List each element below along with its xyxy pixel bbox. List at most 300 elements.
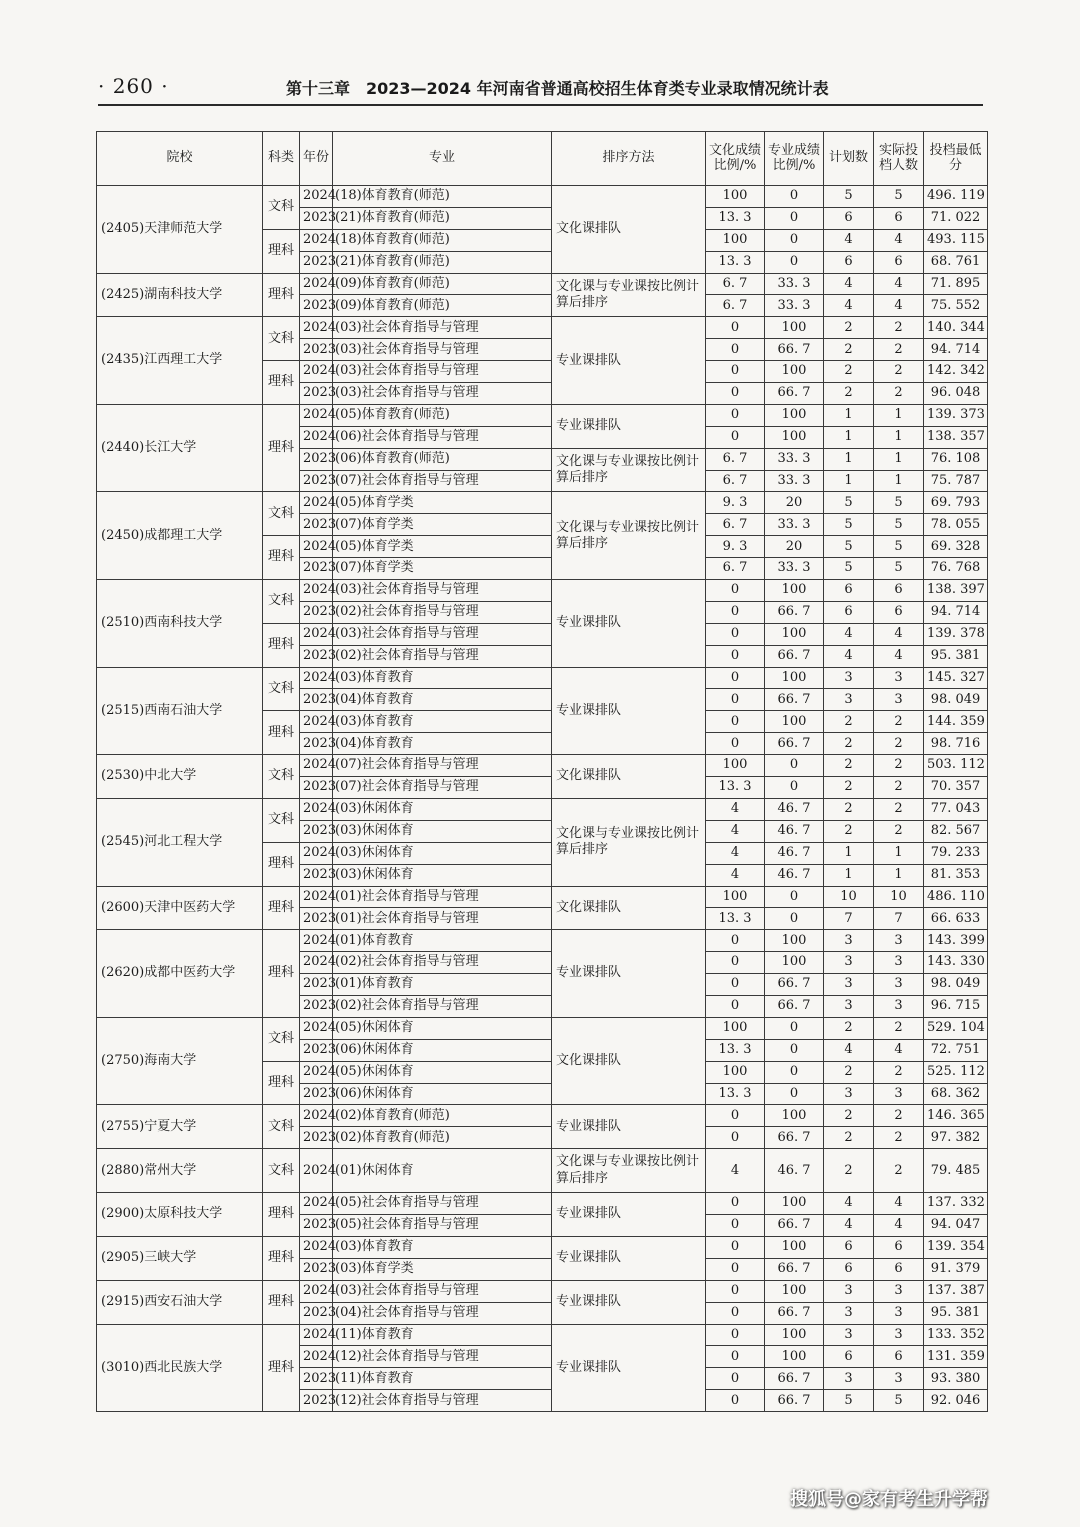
header-row bbox=[97, 132, 988, 186]
min-score-cell: 69. 328 bbox=[924, 536, 988, 558]
category-cell: 理科 bbox=[263, 1236, 300, 1280]
major-cell: (07)社会体育指导与管理 bbox=[333, 777, 552, 799]
pro-ratio-cell: 0 bbox=[765, 207, 824, 229]
min-score-cell: 94. 047 bbox=[924, 1215, 988, 1237]
min-score-cell: 75. 552 bbox=[924, 295, 988, 317]
actual-count-cell: 5 bbox=[874, 536, 924, 558]
min-score-cell: 146. 365 bbox=[924, 1105, 988, 1127]
min-score-cell: 143. 330 bbox=[924, 952, 988, 974]
major-cell: (05)体育教育(师范) bbox=[333, 404, 552, 426]
pro-ratio-cell: 66. 7 bbox=[765, 1368, 824, 1390]
actual-count-cell: 4 bbox=[874, 1039, 924, 1061]
col-header: 文化成绩比例/% bbox=[706, 132, 765, 186]
year-cell: 2024 bbox=[300, 404, 333, 426]
pro-ratio-cell: 100 bbox=[765, 426, 824, 448]
pro-ratio-cell: 0 bbox=[765, 251, 824, 273]
pro-ratio-cell: 100 bbox=[765, 1105, 824, 1127]
school-name-cell: (2405)天津师范大学 bbox=[97, 186, 263, 274]
culture-ratio-cell: 6. 7 bbox=[706, 558, 765, 580]
page-number: · 260 · bbox=[98, 74, 169, 98]
culture-ratio-cell: 0 bbox=[706, 426, 765, 448]
plan-count-cell: 5 bbox=[824, 492, 874, 514]
year-cell: 2023 bbox=[300, 645, 333, 667]
min-score-cell: 140. 344 bbox=[924, 317, 988, 339]
school-name-cell: (2620)成都中医药大学 bbox=[97, 930, 263, 1018]
pro-ratio-cell: 66. 7 bbox=[765, 995, 824, 1017]
culture-ratio-cell: 0 bbox=[706, 1258, 765, 1280]
table-row bbox=[97, 1105, 988, 1127]
pro-ratio-cell: 20 bbox=[765, 536, 824, 558]
category-cell: 文科 bbox=[263, 1017, 300, 1061]
actual-count-cell: 1 bbox=[874, 404, 924, 426]
min-score-cell: 93. 380 bbox=[924, 1368, 988, 1390]
major-cell: (06)休闲体育 bbox=[333, 1039, 552, 1061]
pro-ratio-cell: 100 bbox=[765, 1193, 824, 1215]
actual-count-cell: 3 bbox=[874, 974, 924, 996]
sort-method-cell: 文化课排队 bbox=[552, 886, 706, 930]
sort-method-cell: 文化课与专业课按比例计算后排序 bbox=[552, 798, 706, 886]
school-name-cell: (2510)西南科技大学 bbox=[97, 580, 263, 668]
min-score-cell: 139. 378 bbox=[924, 623, 988, 645]
admission-table bbox=[96, 131, 988, 1412]
sort-method-cell: 专业课排队 bbox=[552, 667, 706, 755]
major-cell: (18)体育教育(师范) bbox=[333, 186, 552, 208]
major-cell: (21)体育教育(师范) bbox=[333, 207, 552, 229]
actual-count-cell: 2 bbox=[874, 361, 924, 383]
year-cell: 2023 bbox=[300, 864, 333, 886]
actual-count-cell: 4 bbox=[874, 623, 924, 645]
min-score-cell: 137. 387 bbox=[924, 1280, 988, 1302]
pro-ratio-cell: 66. 7 bbox=[765, 689, 824, 711]
min-score-cell: 138. 357 bbox=[924, 426, 988, 448]
school-name-cell: (2915)西安石油大学 bbox=[97, 1280, 263, 1324]
plan-count-cell: 1 bbox=[824, 842, 874, 864]
year-cell: 2024 bbox=[300, 1061, 333, 1083]
culture-ratio-cell: 0 bbox=[706, 667, 765, 689]
year-cell: 2024 bbox=[300, 623, 333, 645]
culture-ratio-cell: 13. 3 bbox=[706, 908, 765, 930]
plan-count-cell: 4 bbox=[824, 229, 874, 251]
actual-count-cell: 6 bbox=[874, 207, 924, 229]
plan-count-cell: 2 bbox=[824, 317, 874, 339]
actual-count-cell: 2 bbox=[874, 1149, 924, 1193]
actual-count-cell: 3 bbox=[874, 1280, 924, 1302]
pro-ratio-cell: 66. 7 bbox=[765, 974, 824, 996]
table-body bbox=[97, 186, 988, 1412]
culture-ratio-cell: 4 bbox=[706, 864, 765, 886]
min-score-cell: 68. 362 bbox=[924, 1083, 988, 1105]
pro-ratio-cell: 46. 7 bbox=[765, 798, 824, 820]
table-row bbox=[97, 1017, 988, 1039]
major-cell: (07)体育学类 bbox=[333, 514, 552, 536]
year-cell: 2023 bbox=[300, 974, 333, 996]
year-cell: 2023 bbox=[300, 207, 333, 229]
school-name-cell: (2440)长江大学 bbox=[97, 404, 263, 492]
actual-count-cell: 2 bbox=[874, 383, 924, 405]
culture-ratio-cell: 0 bbox=[706, 1127, 765, 1149]
col-header: 排序方法 bbox=[552, 132, 706, 186]
year-cell: 2024 bbox=[300, 580, 333, 602]
major-cell: (02)社会体育指导与管理 bbox=[333, 995, 552, 1017]
sort-method-cell: 专业课排队 bbox=[552, 580, 706, 668]
table-row bbox=[97, 492, 988, 514]
culture-ratio-cell: 0 bbox=[706, 1302, 765, 1324]
actual-count-cell: 2 bbox=[874, 1017, 924, 1039]
culture-ratio-cell: 6. 7 bbox=[706, 273, 765, 295]
major-cell: (03)社会体育指导与管理 bbox=[333, 580, 552, 602]
actual-count-cell: 5 bbox=[874, 186, 924, 208]
pro-ratio-cell: 33. 3 bbox=[765, 470, 824, 492]
major-cell: (03)体育教育 bbox=[333, 1236, 552, 1258]
sort-method-cell: 专业课排队 bbox=[552, 317, 706, 405]
culture-ratio-cell: 0 bbox=[706, 1105, 765, 1127]
school-name-cell: (2530)中北大学 bbox=[97, 755, 263, 799]
actual-count-cell: 3 bbox=[874, 1302, 924, 1324]
category-cell: 理科 bbox=[263, 1280, 300, 1324]
culture-ratio-cell: 0 bbox=[706, 930, 765, 952]
actual-count-cell: 5 bbox=[874, 514, 924, 536]
min-score-cell: 139. 354 bbox=[924, 1236, 988, 1258]
plan-count-cell: 5 bbox=[824, 536, 874, 558]
year-cell: 2024 bbox=[300, 536, 333, 558]
plan-count-cell: 3 bbox=[824, 1324, 874, 1346]
pro-ratio-cell: 46. 7 bbox=[765, 864, 824, 886]
major-cell: (05)体育学类 bbox=[333, 492, 552, 514]
min-score-cell: 79. 485 bbox=[924, 1149, 988, 1193]
school-name-cell: (2450)成都理工大学 bbox=[97, 492, 263, 580]
pro-ratio-cell: 33. 3 bbox=[765, 295, 824, 317]
sort-method-cell: 文化课与专业课按比例计算后排序 bbox=[552, 492, 706, 580]
culture-ratio-cell: 0 bbox=[706, 339, 765, 361]
min-score-cell: 133. 352 bbox=[924, 1324, 988, 1346]
major-cell: (03)社会体育指导与管理 bbox=[333, 361, 552, 383]
sort-method-cell: 专业课排队 bbox=[552, 1324, 706, 1412]
category-cell: 理科 bbox=[263, 623, 300, 667]
major-cell: (03)社会体育指导与管理 bbox=[333, 623, 552, 645]
culture-ratio-cell: 0 bbox=[706, 1280, 765, 1302]
plan-count-cell: 2 bbox=[824, 361, 874, 383]
category-cell: 理科 bbox=[263, 273, 300, 317]
actual-count-cell: 2 bbox=[874, 317, 924, 339]
culture-ratio-cell: 0 bbox=[706, 317, 765, 339]
actual-count-cell: 2 bbox=[874, 1061, 924, 1083]
table-row bbox=[97, 273, 988, 295]
plan-count-cell: 2 bbox=[824, 1061, 874, 1083]
category-cell: 理科 bbox=[263, 229, 300, 273]
year-cell: 2024 bbox=[300, 361, 333, 383]
major-cell: (06)社会体育指导与管理 bbox=[333, 426, 552, 448]
plan-count-cell: 6 bbox=[824, 580, 874, 602]
table-row bbox=[97, 317, 988, 339]
pro-ratio-cell: 0 bbox=[765, 777, 824, 799]
min-score-cell: 92. 046 bbox=[924, 1390, 988, 1412]
actual-count-cell: 1 bbox=[874, 470, 924, 492]
pro-ratio-cell: 100 bbox=[765, 667, 824, 689]
plan-count-cell: 2 bbox=[824, 383, 874, 405]
table-row bbox=[97, 755, 988, 777]
actual-count-cell: 3 bbox=[874, 930, 924, 952]
major-cell: (03)社会体育指导与管理 bbox=[333, 339, 552, 361]
category-cell: 文科 bbox=[263, 492, 300, 536]
year-cell: 2024 bbox=[300, 492, 333, 514]
actual-count-cell: 6 bbox=[874, 601, 924, 623]
culture-ratio-cell: 9. 3 bbox=[706, 536, 765, 558]
major-cell: (03)休闲体育 bbox=[333, 842, 552, 864]
plan-count-cell: 3 bbox=[824, 1368, 874, 1390]
culture-ratio-cell: 0 bbox=[706, 1390, 765, 1412]
year-cell: 2023 bbox=[300, 470, 333, 492]
year-cell: 2024 bbox=[300, 886, 333, 908]
plan-count-cell: 2 bbox=[824, 339, 874, 361]
year-cell: 2024 bbox=[300, 842, 333, 864]
category-cell: 理科 bbox=[263, 842, 300, 886]
min-score-cell: 143. 399 bbox=[924, 930, 988, 952]
major-cell: (06)休闲体育 bbox=[333, 1083, 552, 1105]
min-score-cell: 96. 715 bbox=[924, 995, 988, 1017]
min-score-cell: 69. 793 bbox=[924, 492, 988, 514]
culture-ratio-cell: 4 bbox=[706, 842, 765, 864]
min-score-cell: 78. 055 bbox=[924, 514, 988, 536]
pro-ratio-cell: 0 bbox=[765, 186, 824, 208]
table-row bbox=[97, 1193, 988, 1215]
culture-ratio-cell: 0 bbox=[706, 383, 765, 405]
culture-ratio-cell: 4 bbox=[706, 820, 765, 842]
culture-ratio-cell: 13. 3 bbox=[706, 251, 765, 273]
table-row bbox=[97, 1149, 988, 1193]
year-cell: 2024 bbox=[300, 1193, 333, 1215]
actual-count-cell: 1 bbox=[874, 864, 924, 886]
actual-count-cell: 4 bbox=[874, 645, 924, 667]
school-name-cell: (2425)湖南科技大学 bbox=[97, 273, 263, 317]
plan-count-cell: 1 bbox=[824, 448, 874, 470]
plan-count-cell: 5 bbox=[824, 514, 874, 536]
culture-ratio-cell: 0 bbox=[706, 1193, 765, 1215]
pro-ratio-cell: 0 bbox=[765, 1083, 824, 1105]
page-header bbox=[98, 70, 983, 106]
pro-ratio-cell: 100 bbox=[765, 952, 824, 974]
culture-ratio-cell: 0 bbox=[706, 733, 765, 755]
major-cell: (01)休闲体育 bbox=[333, 1149, 552, 1193]
table-row bbox=[97, 886, 988, 908]
min-score-cell: 76. 768 bbox=[924, 558, 988, 580]
plan-count-cell: 4 bbox=[824, 295, 874, 317]
pro-ratio-cell: 66. 7 bbox=[765, 339, 824, 361]
pro-ratio-cell: 100 bbox=[765, 317, 824, 339]
page-title: 第十三章 2023—2024 年河南省普通高校招生体育类专业录取情况统计表 bbox=[286, 79, 829, 98]
category-cell: 文科 bbox=[263, 1149, 300, 1193]
pro-ratio-cell: 66. 7 bbox=[765, 1215, 824, 1237]
pro-ratio-cell: 33. 3 bbox=[765, 514, 824, 536]
plan-count-cell: 6 bbox=[824, 251, 874, 273]
year-cell: 2024 bbox=[300, 952, 333, 974]
min-score-cell: 144. 359 bbox=[924, 711, 988, 733]
actual-count-cell: 5 bbox=[874, 1390, 924, 1412]
major-cell: (04)体育教育 bbox=[333, 689, 552, 711]
sort-method-cell: 专业课排队 bbox=[552, 1105, 706, 1149]
plan-count-cell: 1 bbox=[824, 404, 874, 426]
plan-count-cell: 6 bbox=[824, 207, 874, 229]
pro-ratio-cell: 66. 7 bbox=[765, 383, 824, 405]
major-cell: (06)体育教育(师范) bbox=[333, 448, 552, 470]
major-cell: (07)社会体育指导与管理 bbox=[333, 470, 552, 492]
plan-count-cell: 5 bbox=[824, 558, 874, 580]
pro-ratio-cell: 100 bbox=[765, 580, 824, 602]
actual-count-cell: 2 bbox=[874, 777, 924, 799]
table-row bbox=[97, 667, 988, 689]
actual-count-cell: 3 bbox=[874, 995, 924, 1017]
actual-count-cell: 4 bbox=[874, 295, 924, 317]
category-cell: 文科 bbox=[263, 667, 300, 711]
year-cell: 2023 bbox=[300, 251, 333, 273]
plan-count-cell: 5 bbox=[824, 1390, 874, 1412]
category-cell: 文科 bbox=[263, 1105, 300, 1149]
culture-ratio-cell: 6. 7 bbox=[706, 514, 765, 536]
plan-count-cell: 4 bbox=[824, 645, 874, 667]
major-cell: (03)休闲体育 bbox=[333, 820, 552, 842]
actual-count-cell: 3 bbox=[874, 952, 924, 974]
pro-ratio-cell: 100 bbox=[765, 930, 824, 952]
year-cell: 2024 bbox=[300, 1346, 333, 1368]
culture-ratio-cell: 0 bbox=[706, 580, 765, 602]
plan-count-cell: 6 bbox=[824, 1236, 874, 1258]
major-cell: (11)体育教育 bbox=[333, 1324, 552, 1346]
year-cell: 2023 bbox=[300, 448, 333, 470]
pro-ratio-cell: 46. 7 bbox=[765, 842, 824, 864]
plan-count-cell: 2 bbox=[824, 777, 874, 799]
plan-count-cell: 1 bbox=[824, 426, 874, 448]
major-cell: (11)体育教育 bbox=[333, 1368, 552, 1390]
year-cell: 2023 bbox=[300, 1390, 333, 1412]
col-header: 实际投档人数 bbox=[874, 132, 924, 186]
table-row bbox=[97, 1324, 988, 1346]
year-cell: 2023 bbox=[300, 295, 333, 317]
school-name-cell: (2750)海南大学 bbox=[97, 1017, 263, 1105]
pro-ratio-cell: 0 bbox=[765, 755, 824, 777]
year-cell: 2023 bbox=[300, 777, 333, 799]
min-score-cell: 82. 567 bbox=[924, 820, 988, 842]
sort-method-cell: 文化课与专业课按比例计算后排序 bbox=[552, 1149, 706, 1193]
school-name-cell: (2880)常州大学 bbox=[97, 1149, 263, 1193]
school-name-cell: (2900)太原科技大学 bbox=[97, 1193, 263, 1237]
category-cell: 理科 bbox=[263, 361, 300, 405]
culture-ratio-cell: 13. 3 bbox=[706, 1083, 765, 1105]
year-cell: 2023 bbox=[300, 1127, 333, 1149]
category-cell: 文科 bbox=[263, 186, 300, 230]
plan-count-cell: 3 bbox=[824, 1083, 874, 1105]
culture-ratio-cell: 100 bbox=[706, 229, 765, 251]
pro-ratio-cell: 66. 7 bbox=[765, 1302, 824, 1324]
major-cell: (01)社会体育指导与管理 bbox=[333, 886, 552, 908]
actual-count-cell: 3 bbox=[874, 689, 924, 711]
category-cell: 理科 bbox=[263, 536, 300, 580]
sort-method-cell: 专业课排队 bbox=[552, 930, 706, 1018]
plan-count-cell: 6 bbox=[824, 601, 874, 623]
plan-count-cell: 2 bbox=[824, 755, 874, 777]
category-cell: 文科 bbox=[263, 317, 300, 361]
major-cell: (01)体育教育 bbox=[333, 974, 552, 996]
culture-ratio-cell: 100 bbox=[706, 755, 765, 777]
col-header: 计划数 bbox=[824, 132, 874, 186]
actual-count-cell: 3 bbox=[874, 1324, 924, 1346]
year-cell: 2023 bbox=[300, 558, 333, 580]
major-cell: (03)休闲体育 bbox=[333, 798, 552, 820]
col-header: 专业 bbox=[333, 132, 552, 186]
culture-ratio-cell: 6. 7 bbox=[706, 470, 765, 492]
pro-ratio-cell: 66. 7 bbox=[765, 1258, 824, 1280]
plan-count-cell: 4 bbox=[824, 623, 874, 645]
major-cell: (01)体育教育 bbox=[333, 930, 552, 952]
actual-count-cell: 4 bbox=[874, 1215, 924, 1237]
category-cell: 理科 bbox=[263, 1193, 300, 1237]
col-header: 院校 bbox=[97, 132, 263, 186]
culture-ratio-cell: 0 bbox=[706, 1324, 765, 1346]
min-score-cell: 94. 714 bbox=[924, 601, 988, 623]
plan-count-cell: 3 bbox=[824, 1280, 874, 1302]
major-cell: (21)体育教育(师范) bbox=[333, 251, 552, 273]
table-row bbox=[97, 404, 988, 426]
major-cell: (02)社会体育指导与管理 bbox=[333, 645, 552, 667]
plan-count-cell: 2 bbox=[824, 1105, 874, 1127]
plan-count-cell: 7 bbox=[824, 908, 874, 930]
pro-ratio-cell: 100 bbox=[765, 711, 824, 733]
watermark: 搜狐号@家有考生升学帮 bbox=[790, 1489, 988, 1510]
min-score-cell: 486. 110 bbox=[924, 886, 988, 908]
actual-count-cell: 3 bbox=[874, 1368, 924, 1390]
category-cell: 理科 bbox=[263, 1061, 300, 1105]
culture-ratio-cell: 100 bbox=[706, 1017, 765, 1039]
min-score-cell: 493. 115 bbox=[924, 229, 988, 251]
pro-ratio-cell: 100 bbox=[765, 1346, 824, 1368]
category-cell: 理科 bbox=[263, 886, 300, 930]
min-score-cell: 97. 382 bbox=[924, 1127, 988, 1149]
pro-ratio-cell: 100 bbox=[765, 1280, 824, 1302]
min-score-cell: 66. 633 bbox=[924, 908, 988, 930]
pro-ratio-cell: 66. 7 bbox=[765, 733, 824, 755]
culture-ratio-cell: 4 bbox=[706, 1149, 765, 1193]
pro-ratio-cell: 33. 3 bbox=[765, 558, 824, 580]
category-cell: 理科 bbox=[263, 711, 300, 755]
actual-count-cell: 7 bbox=[874, 908, 924, 930]
actual-count-cell: 6 bbox=[874, 251, 924, 273]
year-cell: 2024 bbox=[300, 930, 333, 952]
min-score-cell: 77. 043 bbox=[924, 798, 988, 820]
plan-count-cell: 2 bbox=[824, 798, 874, 820]
major-cell: (05)社会体育指导与管理 bbox=[333, 1215, 552, 1237]
major-cell: (03)休闲体育 bbox=[333, 864, 552, 886]
pro-ratio-cell: 0 bbox=[765, 1061, 824, 1083]
min-score-cell: 496. 119 bbox=[924, 186, 988, 208]
plan-count-cell: 2 bbox=[824, 820, 874, 842]
col-header: 投档最低分 bbox=[924, 132, 988, 186]
actual-count-cell: 1 bbox=[874, 426, 924, 448]
culture-ratio-cell: 0 bbox=[706, 601, 765, 623]
plan-count-cell: 10 bbox=[824, 886, 874, 908]
school-name-cell: (2515)西南石油大学 bbox=[97, 667, 263, 755]
actual-count-cell: 2 bbox=[874, 733, 924, 755]
plan-count-cell: 1 bbox=[824, 470, 874, 492]
culture-ratio-cell: 100 bbox=[706, 1061, 765, 1083]
actual-count-cell: 6 bbox=[874, 1236, 924, 1258]
culture-ratio-cell: 0 bbox=[706, 1368, 765, 1390]
year-cell: 2024 bbox=[300, 1105, 333, 1127]
actual-count-cell: 4 bbox=[874, 229, 924, 251]
pro-ratio-cell: 66. 7 bbox=[765, 645, 824, 667]
culture-ratio-cell: 13. 3 bbox=[706, 1039, 765, 1061]
pro-ratio-cell: 66. 7 bbox=[765, 1127, 824, 1149]
major-cell: (05)休闲体育 bbox=[333, 1061, 552, 1083]
major-cell: (03)体育教育 bbox=[333, 667, 552, 689]
category-cell: 理科 bbox=[263, 930, 300, 1018]
